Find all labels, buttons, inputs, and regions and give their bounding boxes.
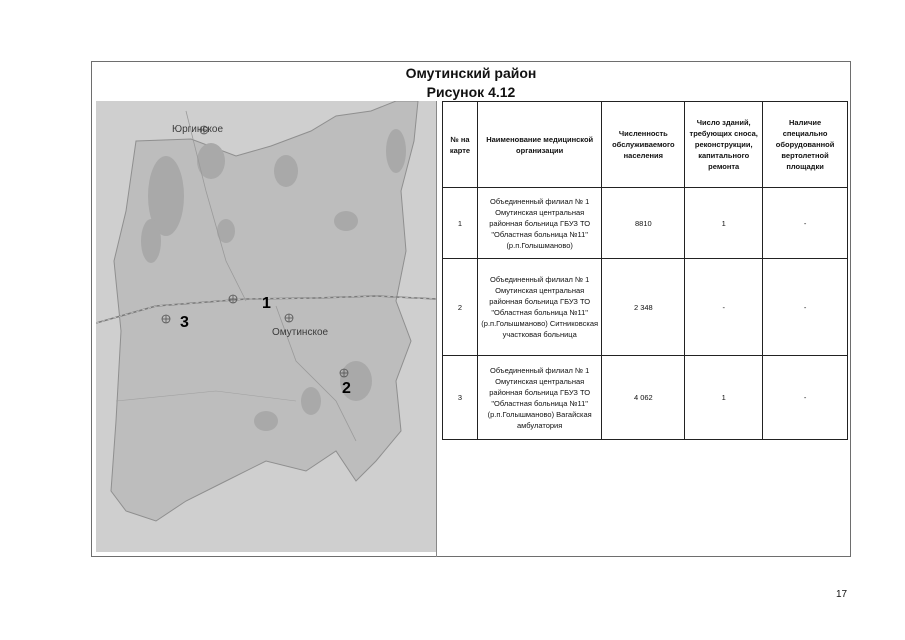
map-marker-1: 1 <box>262 295 271 312</box>
district-map <box>96 101 437 552</box>
map-divider <box>436 101 437 557</box>
cell-organization: Объединенный филиал № 1 Омутинская центральная районная больница ГБУЗ ТО "Областная больница №11" (р.п.Голышманово) <box>477 188 602 259</box>
page-number: 17 <box>836 589 848 600</box>
cell-population: 4 062 <box>602 356 685 440</box>
cell-buildings: - <box>685 259 763 356</box>
cell-organization: Объединенный филиал № 1 Омутинская центральная районная больница ГБУЗ ТО "Областная больница №11" (р.п.Голышманово) Ситниковская участковая больница <box>477 259 602 356</box>
table-row <box>443 356 848 440</box>
cell-organization: Объединенный филиал № 1 Омутинская центральная районная больница ГБУЗ ТО "Областная больница №11" (р.п.Голышманово) Вагайская амбулатория <box>477 356 602 440</box>
cell-number: 3 <box>443 356 478 440</box>
map-place-omutinskoe: Омутинское <box>272 327 329 338</box>
figure-caption: Рисунок 4.12 <box>426 84 516 100</box>
cell-helipad: - <box>763 356 848 440</box>
header-buildings: Число зданий, требующих сноса, реконструкции, капитального ремонта <box>685 102 763 188</box>
district-title: Омутинский район <box>405 65 537 81</box>
map-place-yurginskoe: Юргинское <box>172 124 224 135</box>
cell-number: 1 <box>443 188 478 259</box>
cell-helipad: - <box>763 188 848 259</box>
header-organization-name: Наименование медицинской организации <box>477 102 602 188</box>
cell-population: 2 348 <box>602 259 685 356</box>
header-helipad: Наличие специально оборудованной вертолетной площадки <box>763 102 848 188</box>
cell-buildings: 1 <box>685 188 763 259</box>
table-row <box>443 259 848 356</box>
header-population: Численность обслуживаемого населения <box>602 102 685 188</box>
cell-population: 8810 <box>602 188 685 259</box>
table-row <box>443 188 848 259</box>
map-graphic <box>96 101 437 552</box>
table-header-row <box>443 102 848 188</box>
map-marker-3: 3 <box>180 314 189 331</box>
header-map-number: № на карте <box>443 102 478 188</box>
cell-helipad: - <box>763 259 848 356</box>
cell-buildings: 1 <box>685 356 763 440</box>
cell-number: 2 <box>443 259 478 356</box>
facilities-table <box>442 101 848 440</box>
map-marker-2: 2 <box>342 380 351 397</box>
